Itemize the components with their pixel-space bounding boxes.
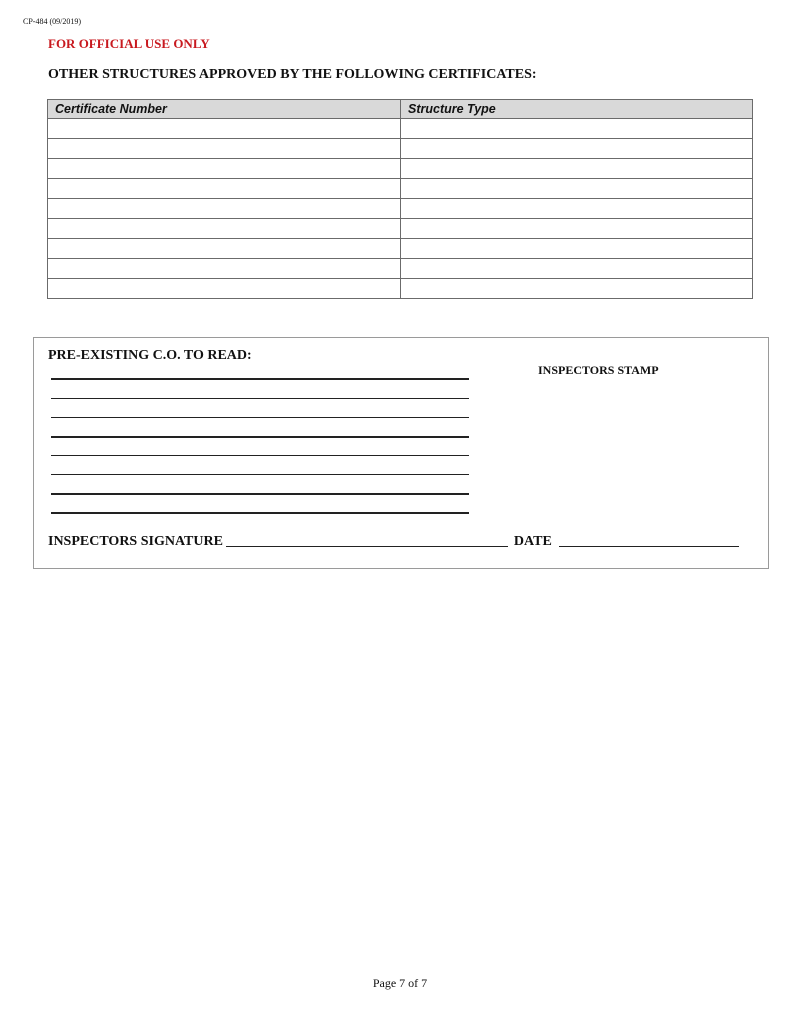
signature-row — [48, 534, 739, 550]
column-header-certificate-number: Certificate Number — [48, 100, 401, 119]
structure-type-cell[interactable] — [401, 199, 753, 219]
structure-type-cell[interactable] — [401, 139, 753, 159]
certificate-number-cell[interactable] — [48, 279, 401, 299]
structure-type-cell[interactable] — [401, 279, 753, 299]
certificate-number-cell[interactable] — [48, 219, 401, 239]
co-text-line[interactable] — [51, 493, 469, 495]
certificate-number-cell[interactable] — [48, 179, 401, 199]
date-field[interactable] — [559, 545, 739, 547]
table-row — [48, 119, 753, 139]
certificate-number-cell[interactable] — [48, 119, 401, 139]
certificate-number-cell[interactable] — [48, 259, 401, 279]
structure-type-cell[interactable] — [401, 159, 753, 179]
certificates-section-title: OTHER STRUCTURES APPROVED BY THE FOLLOWING CERTIFICATES: — [48, 67, 537, 82]
inspectors-signature-field[interactable] — [226, 545, 508, 547]
co-text-line[interactable] — [51, 398, 469, 399]
co-text-line[interactable] — [51, 474, 469, 475]
date-label: DATE — [513, 534, 552, 549]
certificate-number-cell[interactable] — [48, 159, 401, 179]
co-text-line[interactable] — [51, 455, 469, 456]
table-row — [48, 179, 753, 199]
co-text-line[interactable] — [51, 512, 469, 514]
table-row — [48, 239, 753, 259]
page-number: Page 7 of 7 — [372, 976, 428, 990]
certificate-number-cell[interactable] — [48, 239, 401, 259]
pre-existing-co-title: PRE-EXISTING C.O. TO READ: — [48, 348, 252, 363]
structure-type-cell[interactable] — [401, 239, 753, 259]
table-row — [48, 139, 753, 159]
co-text-line[interactable] — [51, 378, 469, 380]
structure-type-cell[interactable] — [401, 119, 753, 139]
table-row — [48, 279, 753, 299]
structure-type-cell[interactable] — [401, 219, 753, 239]
certificate-number-cell[interactable] — [48, 139, 401, 159]
official-use-label: FOR OFFICIAL USE ONLY — [48, 36, 210, 51]
table-row — [48, 259, 753, 279]
co-text-line[interactable] — [51, 436, 469, 438]
table-row — [48, 199, 753, 219]
inspectors-stamp-label: INSPECTORS STAMP — [538, 363, 659, 377]
certificates-table — [47, 99, 753, 299]
inspectors-signature-label: INSPECTORS SIGNATURE — [48, 534, 223, 549]
structure-type-cell[interactable] — [401, 259, 753, 279]
form-code: CP-484 (09/2019) — [23, 17, 81, 26]
table-row — [48, 159, 753, 179]
table-row — [48, 219, 753, 239]
table-header-row — [48, 100, 753, 119]
co-text-line[interactable] — [51, 417, 469, 418]
structure-type-cell[interactable] — [401, 179, 753, 199]
pre-existing-co-box — [33, 337, 769, 569]
certificate-number-cell[interactable] — [48, 199, 401, 219]
column-header-structure-type: Structure Type — [401, 100, 753, 119]
